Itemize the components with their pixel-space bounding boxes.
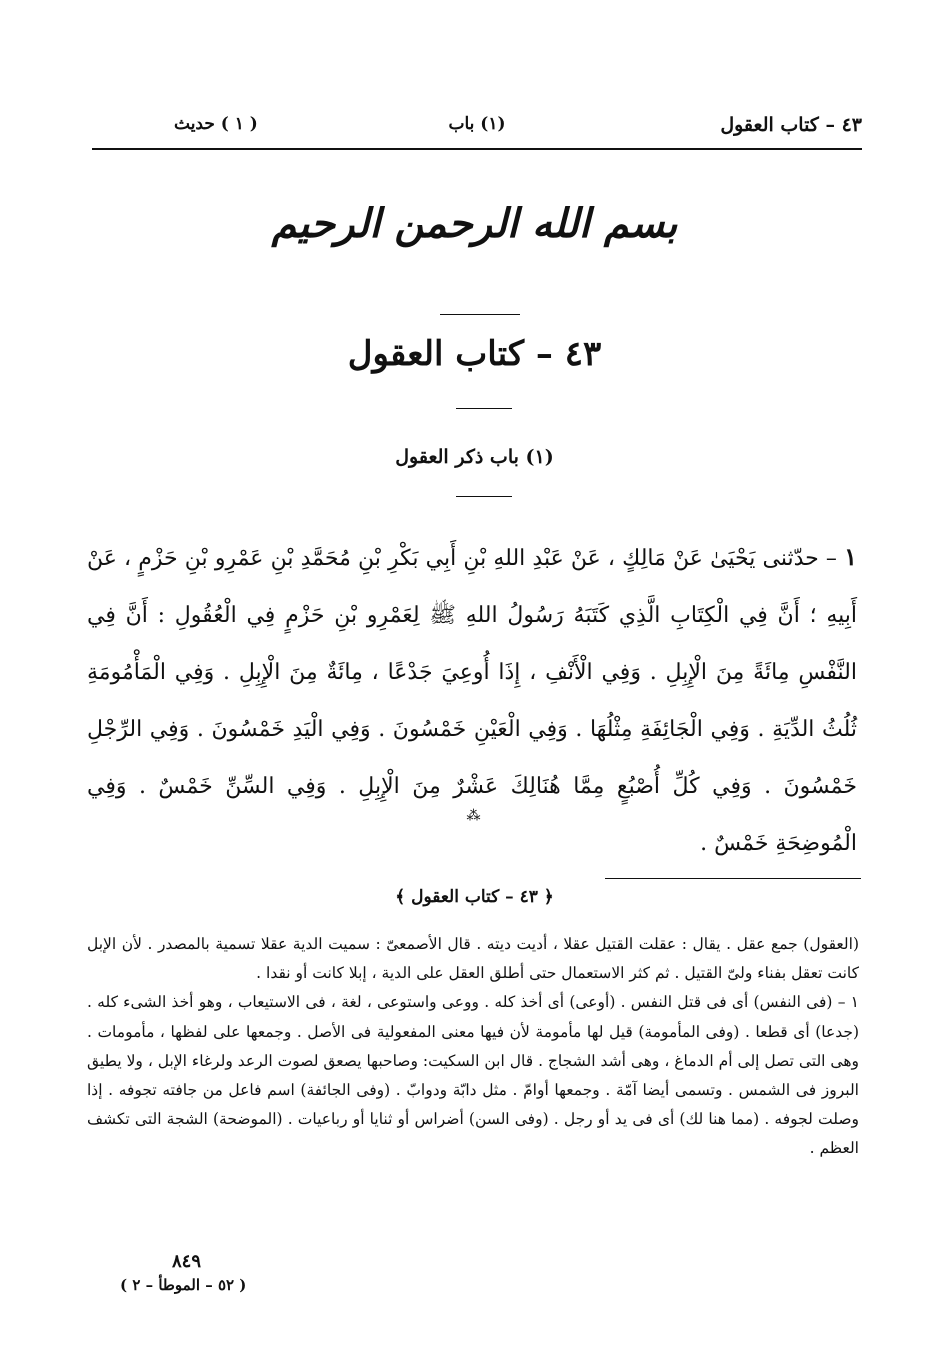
hadith-number: ١ — [844, 542, 857, 571]
page-number: ٨٤٩ — [172, 1251, 202, 1272]
footnote-paragraph: ١ – (فى النفس) أى فى قتل النفس . (أوعى) أى أخذ كله . ووعى واستوعى ، لغة ، فى الاستيعاب ، وهو أخذ الشىء كله . (جدعا) أى قطعا . (وفى المأمومة) قيل لها مأمومة لأن فيها معنى المفعولية فى الأصل . وجمعها على لفظها ، مأمومات . وهى التى تصل إلى أم الدماغ ، وهى أشد الشجاج . قال ابن السكيت: وصاحبها يصعق لصوت الرعد ولرغاء الإبل ، ولا يطيق البروز فى الشمس . وتسمى أيضا آمّة . وجمعها أوامّ . مثل دابّة ودوابّ . (وفى الجائفة) اسم فاعل من جافته تجوفه . إذا وصلت لجوفه . (مما هنا لك) أى فى يد أو رجل . (وفى السن) أضراس أو ثنايا أو رباعيات . (الموضحة) الشجة التى تكشف العظم . — [87, 993, 859, 1158]
footnote-paragraph: (العقول) جمع عقل . يقال : عقلت القتيل عقلا ، أديت ديته . قال الأصمعىّ : سميت الدية عقلا تسمية بالمصدر . لأن الإبل كانت تعقل بفناء ولىّ القتيل . ثم كثر الاستعمال حتى أطلق العقل على الدية ، إبلا كانت أو نقدا . — [87, 935, 859, 983]
book-title: ٤٣ – كتاب العقول — [347, 334, 602, 374]
divider-rule — [456, 408, 512, 409]
divider-rule — [440, 314, 520, 315]
signature-mark: ( ٥٢ – الموطأ – ٢ ) — [120, 1276, 247, 1294]
divider-rule — [456, 496, 512, 497]
running-header — [92, 108, 862, 150]
asterism-ornament: ⁂ — [466, 808, 483, 824]
basmala-calligraphy: بسم الله الرحمن الرحيم — [271, 200, 678, 247]
header-book: ٤٣ – كتاب العقول — [720, 114, 862, 136]
chapter-title: (١) باب ذكر العقول — [395, 446, 554, 468]
hadith-body: – حدّثنى يَحْيَىٰ عَنْ مَالِكٍ ، عَنْ عَبْدِ اللهِ بْنِ أَبِي بَكْرِ بْنِ مُحَمَّدِ بْنِ عَمْرِو بْنِ حَزْمٍ ، عَنْ أَبِيهِ ؛ أَنَّ فِي الْكِتَابِ الَّذِي كَتَبَهُ رَسُولُ اللهِ ﷺ لِعَمْرِو بْنِ حَزْمٍ فِي الْعُقُولِ : أَنَّ فِي النَّفْسِ مِائَةً مِنَ الْإِبِلِ . وَفِي الْأَنْفِ ، إِذَا أُوعِيَ جَدْعًا ، مِائَةٌ مِنَ الْإِبِلِ . وَفِي الْمَأْمُومَةِ ثُلُثُ الدِّيَةِ . وَفِي الْجَائِفَةِ مِثْلُهَا . وَفِي الْعَيْنِ خَمْسُونَ . وَفِي الْيَدِ خَمْسُونَ . وَفِي الرِّجْلِ خَمْسُونَ . وَفِي كُلِّ أُصْبُعٍ مِمَّا هُنَالِكَ عَشْرٌ مِنَ الْإِبِلِ . وَفِي السِّنِّ خَمْسٌ . وَفِي الْمُوضِحَةِ خَمْسٌ . — [87, 546, 857, 856]
footnote-title: ﴿ ٤٣ – كتاب العقول ﴾ — [395, 887, 554, 907]
footnote-separator — [605, 878, 861, 879]
footnotes — [87, 930, 859, 1164]
header-chapter: (١) باب — [448, 114, 506, 134]
header-hadith: ( ١ ) حديث — [174, 114, 258, 134]
